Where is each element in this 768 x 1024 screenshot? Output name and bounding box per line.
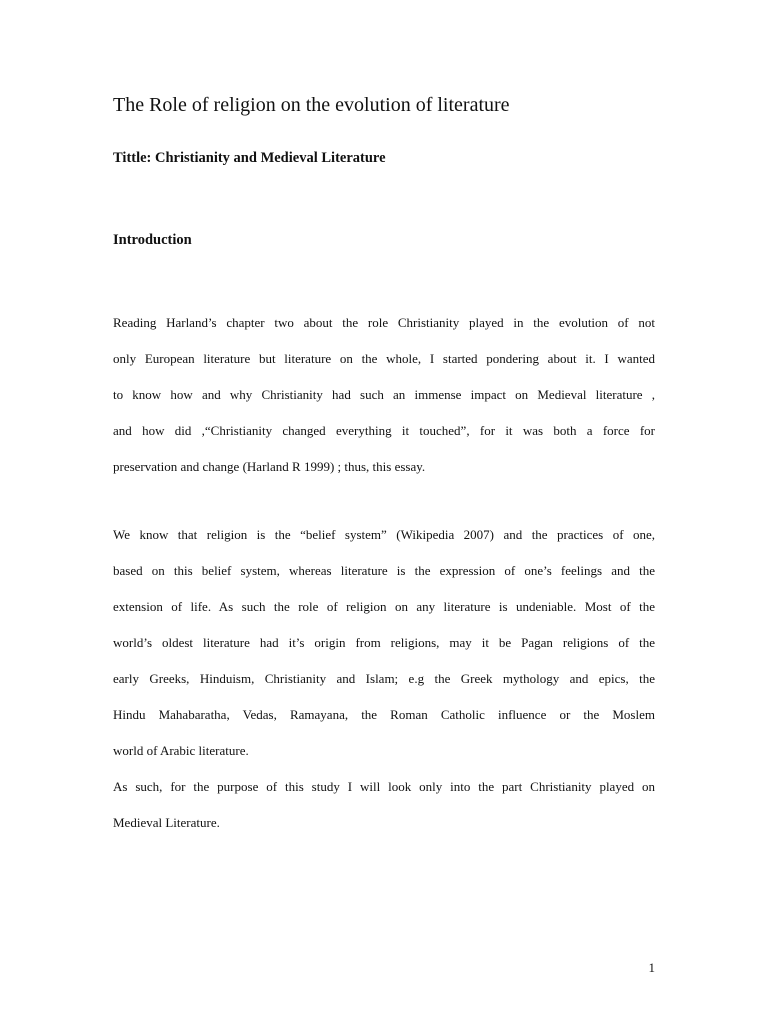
paragraph-line: world’s oldest literature had it’s origin from religions, may it be Pagan religions of the (113, 635, 655, 650)
paragraph-line: extension of life. As such the role of religion on any literature is undeniable. Most of the (113, 599, 655, 614)
paragraph-line: Reading Harland’s chapter two about the role Christianity played in the evolution of not (113, 315, 655, 330)
paragraph-line: to know how and why Christianity had such an immense impact on Medieval literature , (113, 387, 655, 402)
document-subtitle: Tittle: Christianity and Medieval Literature (113, 150, 386, 166)
paragraph-1 (113, 305, 655, 485)
document-title: The Role of religion on the evolution of literature (113, 94, 510, 116)
page-number: 1 (648, 960, 655, 975)
paragraph-line: early Greeks, Hinduism, Christianity and Islam; e.g the Greek mythology and epics, the (113, 671, 655, 686)
paragraph-2 (113, 517, 655, 769)
paragraph-3 (113, 769, 655, 841)
paragraph-line: preservation and change (Harland R 1999) ; thus, this essay. (113, 459, 426, 474)
section-heading-introduction: Introduction (113, 232, 192, 248)
paragraph-line: and how did ,“Christianity changed everything it touched”, for it was both a force for (113, 423, 655, 438)
paragraph-line: We know that religion is the “belief system” (Wikipedia 2007) and the practices of one, (113, 527, 655, 542)
paragraph-line: based on this belief system, whereas literature is the expression of one’s feelings and the (113, 563, 655, 578)
paragraph-line: only European literature but literature on the whole, I started pondering about it. I wanted (113, 351, 655, 366)
paragraph-line: Medieval Literature. (113, 815, 220, 830)
paragraph-line: world of Arabic literature. (113, 743, 249, 758)
paragraph-line: Hindu Mahabaratha, Vedas, Ramayana, the Roman Catholic influence or the Moslem (113, 707, 655, 722)
paragraph-line: As such, for the purpose of this study I will look only into the part Christianity played on (113, 779, 655, 794)
